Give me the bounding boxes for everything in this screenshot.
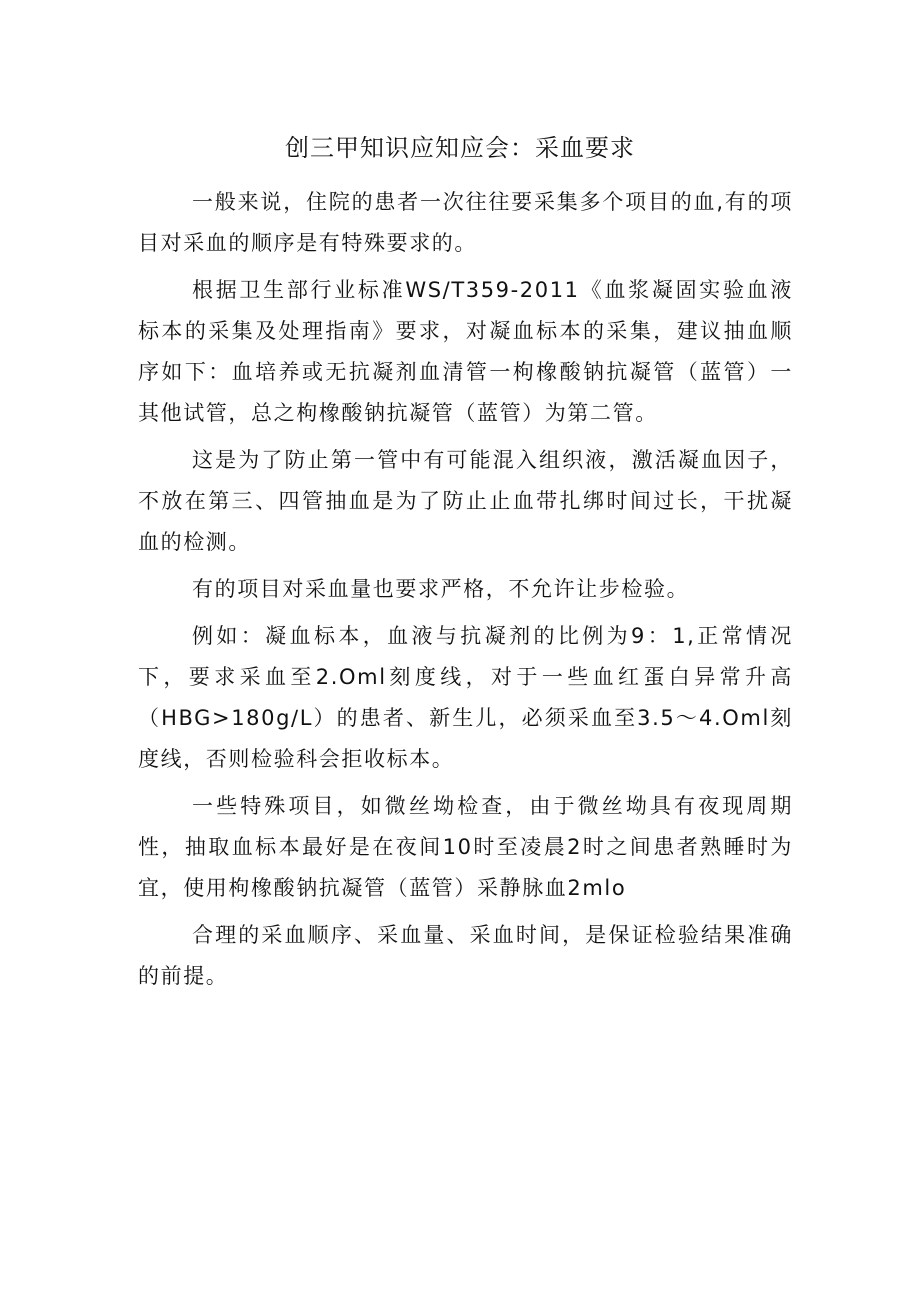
paragraph-2: 根据卫生部行业标准WS/T359-2011《血浆凝固实验血液标本的采集及处理指南》要求，对凝血标本的采集，建议抽血顺序如下：血培养或无抗凝剂血清管一枸橡酸钠抗凝管（蓝管）一其他试管，总之枸橡酸钠抗凝管（蓝管）为第二管。 (138, 278, 793, 425)
paragraph-6: 一些特殊项目，如微丝坳检查，由于微丝坳具有夜现周期性，抽取血标本最好是在夜间10时至凌晨2时之间患者熟睡时为宜，使用枸橡酸钠抗凝管（蓝管）采静脉血2mlo (138, 794, 793, 900)
paragraph-5: 例如：凝血标本，血液与抗凝剂的比例为9：1,正常情况下，要求采血至2.Oml刻度线，对于一些血红蛋白异常升高（HBG>180g∕L）的患者、新生儿，必须采血至3.5〜4.Oml刻度线，否则检验科会拒收标本。 (138, 624, 793, 771)
paragraph-3: 这是为了防止第一管中有可能混入组织液，激活凝血因子，不放在第三、四管抽血是为了防止止血带扎绑时间过长，干扰凝血的检测。 (138, 448, 793, 554)
paragraph-7: 合理的采血顺序、采血量、采血时间，是保证检验结果准确的前提。 (138, 923, 793, 988)
paragraph-1: 一般来说，住院的患者一次往往要采集多个项目的血,有的项目对采血的顺序是有特殊要求的。 (138, 190, 793, 255)
document-title: 创三甲知识应知应会：采血要求 (285, 134, 635, 162)
paragraph-4: 有的项目对采血量也要求严格，不允许让步检验。 (192, 577, 690, 601)
document-body (138, 182, 793, 1003)
